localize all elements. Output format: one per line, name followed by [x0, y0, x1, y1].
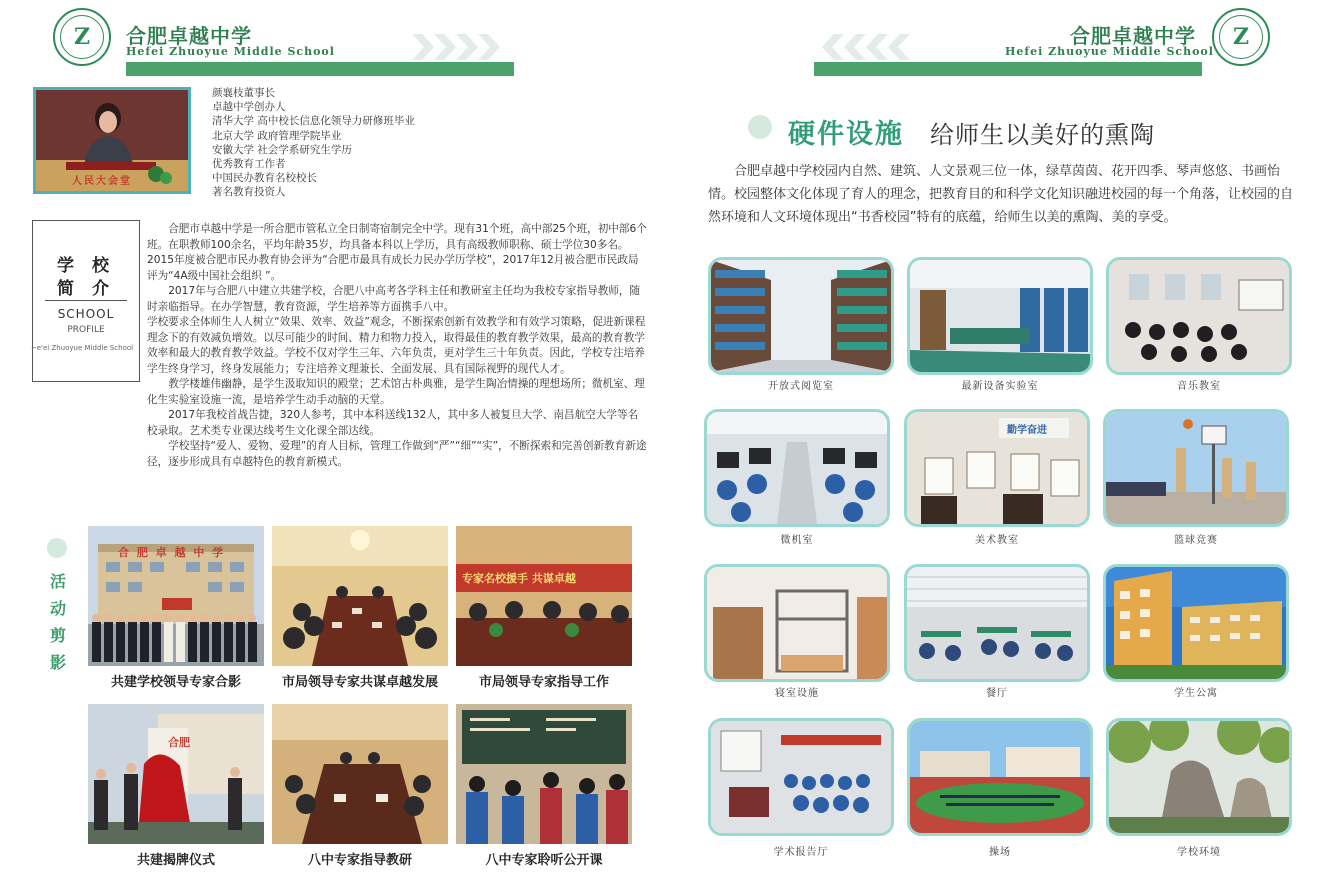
chevron-left-icon	[888, 34, 910, 60]
intro-paragraph: 教学楼雄伟幽静，是学生汲取知识的殿堂；艺术馆古朴典雅，是学生陶冶情操的理想场所；微机室、理化生实验室设施一流，是培养学生动手动脑的天堂。	[147, 378, 645, 406]
bio-line: 优秀教育工作者	[212, 158, 286, 171]
chevron-right-icon	[434, 34, 456, 60]
activity-photo	[456, 704, 632, 844]
facility-caption: 寝室设施	[775, 688, 819, 699]
facility-photo-canteen	[904, 564, 1090, 682]
facility-photo-computer	[704, 409, 890, 527]
school-intro	[147, 222, 647, 470]
decorative-dot-icon	[47, 538, 67, 558]
facility-caption: 开放式阅览室	[768, 381, 834, 392]
activity-photo	[88, 704, 264, 844]
bio-line: 清华大学 高中校长信息化领导力研修班毕业	[212, 115, 415, 128]
activity-caption: 市局领导专家指导工作	[478, 675, 609, 690]
activity-photo	[88, 526, 264, 666]
facilities-subtitle: 给师生以美好的熏陶	[930, 121, 1155, 149]
intro-paragraph: 学校要求全体师生人人树立“效果、效率、效益”观念，不断探索创新有效教学和有效学习策略，促进新课程理念下的有效减负增效。以尽可能少的时间、精力和物力投入，取得最佳的教育教学效果，最高的教育教学效率和最大的教育教学效益。学校不仅对学生三年、六年负责，更对学生三十年负责。因此，学校专注培养学生终身学习，终身发展能力；专注培养文理兼长、全面发展、具有国际视野的现代人才。	[147, 316, 646, 375]
activity-photo	[456, 526, 632, 666]
intro-paragraph: 2017年我校首战告捷，320人参考，其中本科送线132人，其中多人被复旦大学、南昌航空大学等名校录取。艺术类专业课达线考生文化课全部达线。	[147, 409, 639, 437]
activity-photo	[272, 526, 448, 666]
intro-paragraph: 学校坚持“爱人、爱物、爱理”的育人目标，管理工作做到“严”“细”“实”，不断探索和完善创新教育新途径，逐步形成具有卓越特色的教育新模式。	[147, 440, 647, 468]
right-page	[662, 0, 1325, 875]
art-room-sign: 勤学奋进	[1007, 425, 1047, 436]
school-name-en: Hefei Zhuoyue Middle School	[126, 45, 335, 58]
bio-line: 安徽大学 社会学系研究生学历	[212, 143, 352, 156]
profile-title-en: SCHOOL	[57, 307, 115, 321]
school-name-en: Hefei Zhuoyue Middle School	[1005, 45, 1214, 58]
profile-title-cn: 简 介	[57, 279, 115, 299]
chairman-photo	[33, 87, 191, 194]
chevron-left-icon	[866, 34, 888, 60]
facility-photo-lab	[907, 257, 1093, 375]
facility-caption: 篮球竞赛	[1174, 535, 1218, 546]
activity-photo-sign: 合 肥 卓 越 中 学	[118, 546, 226, 559]
facility-photo-music	[1106, 257, 1292, 375]
header-bar	[814, 62, 1202, 76]
bio-line: 北京大学 政府管理学院毕业	[212, 129, 342, 142]
facility-photo-field	[907, 718, 1093, 836]
chevron-right-icon	[478, 34, 500, 60]
decorative-dot-icon	[748, 115, 772, 139]
facilities-description: 合肥卓越中学校园内自然、建筑、人文景观三位一体，绿草茵茵、花开四季、琴声悠悠、书画怡情。校园整体文化体现了育人的理念，把教育目的和科学文化知识融进校园的每一个角落，让校园的自然环境和人文环境体现出“书香校园”特有的底蕴，给师生以美的熏陶、美的享受。	[708, 164, 1294, 225]
activity-photo-sign: 合肥	[168, 736, 190, 749]
chevron-left-icon	[822, 34, 844, 60]
bio-line: 著名教育投资人	[212, 186, 286, 199]
facilities-title: 硬件设施	[788, 119, 904, 150]
facility-caption: 学生公寓	[1174, 688, 1218, 699]
school-name-cn: 合肥卓越中学	[126, 24, 252, 48]
facility-caption: 美术教室	[975, 535, 1019, 546]
activity-caption: 共建揭牌仪式	[136, 853, 215, 868]
facility-photo-library	[708, 257, 894, 375]
facility-photo-apartment	[1103, 564, 1289, 682]
bio-line: 颜襄枝董事长	[212, 87, 275, 99]
chairman-bio	[212, 86, 415, 200]
activity-caption: 市局领导专家共谋卓越发展	[281, 675, 438, 690]
intro-paragraph: 合肥市卓越中学是一所合肥市管私立全日制寄宿制完全中学。现有31个班，高中部25个班，初中部6个班。在职教师100余名，平均年龄35岁，均具备本科以上学历，具有高级教师职称、硕士学位30多名。2015年度被合肥市民办教育协会评为“合肥市最具有成长力民办学历学校”，2017年12月被合肥市民政局评为“4A级中国社会组织 ”。	[147, 223, 647, 282]
chevron-right-icon	[456, 34, 478, 60]
facility-photo-dorm	[704, 564, 890, 682]
school-logo-icon: Z	[1212, 8, 1270, 66]
facility-caption: 学校环境	[1177, 847, 1221, 858]
school-name-cn: 合肥卓越中学	[1070, 24, 1196, 48]
activity-photo	[272, 704, 448, 844]
facility-caption: 餐厅	[986, 688, 1008, 699]
facility-caption: 微机室	[780, 535, 814, 546]
profile-title-cn: 学 校	[57, 256, 115, 276]
school-profile-box	[32, 220, 140, 382]
activity-photo-sign: 专家名校援手 共谋卓越	[462, 572, 576, 585]
chevron-left-icon	[844, 34, 866, 60]
photo-banner-text: 人民大会堂	[72, 176, 132, 187]
activity-section-title: 活 动 剪 影	[49, 572, 66, 672]
intro-paragraph: 2017年与合肥八中建立共建学校，合肥八中高考各学科主任和教研室主任均为我校专家指导教师，随时亲临指导。在办学智慧，教育资源，学生培养等方面携手八中。	[147, 285, 641, 313]
facility-photo-garden	[1106, 718, 1292, 836]
profile-school-en: ~e'ei Zhuoyue Middle School	[30, 344, 134, 352]
activity-caption: 八中专家聆听公开课	[485, 853, 603, 868]
left-page	[0, 0, 662, 875]
facility-caption: 最新设备实验室	[961, 381, 1039, 392]
header-bar	[126, 62, 514, 76]
bio-line: 卓越中学创办人	[212, 101, 286, 114]
facility-caption: 操场	[989, 847, 1011, 858]
facility-caption: 学术报告厅	[773, 847, 829, 858]
school-logo-icon: Z	[53, 8, 111, 66]
bio-line: 中国民办教育名校校长	[212, 172, 317, 185]
activity-caption: 八中专家指导教研	[307, 853, 412, 868]
facility-caption: 音乐教室	[1177, 381, 1221, 392]
facility-photo-hall	[708, 718, 894, 836]
chevron-right-icon	[412, 34, 434, 60]
facility-photo-basketball	[1103, 409, 1289, 527]
profile-title-en: PROFILE	[67, 325, 105, 335]
activity-caption: 共建学校领导专家合影	[110, 675, 241, 690]
facility-photo-art	[904, 409, 1090, 527]
